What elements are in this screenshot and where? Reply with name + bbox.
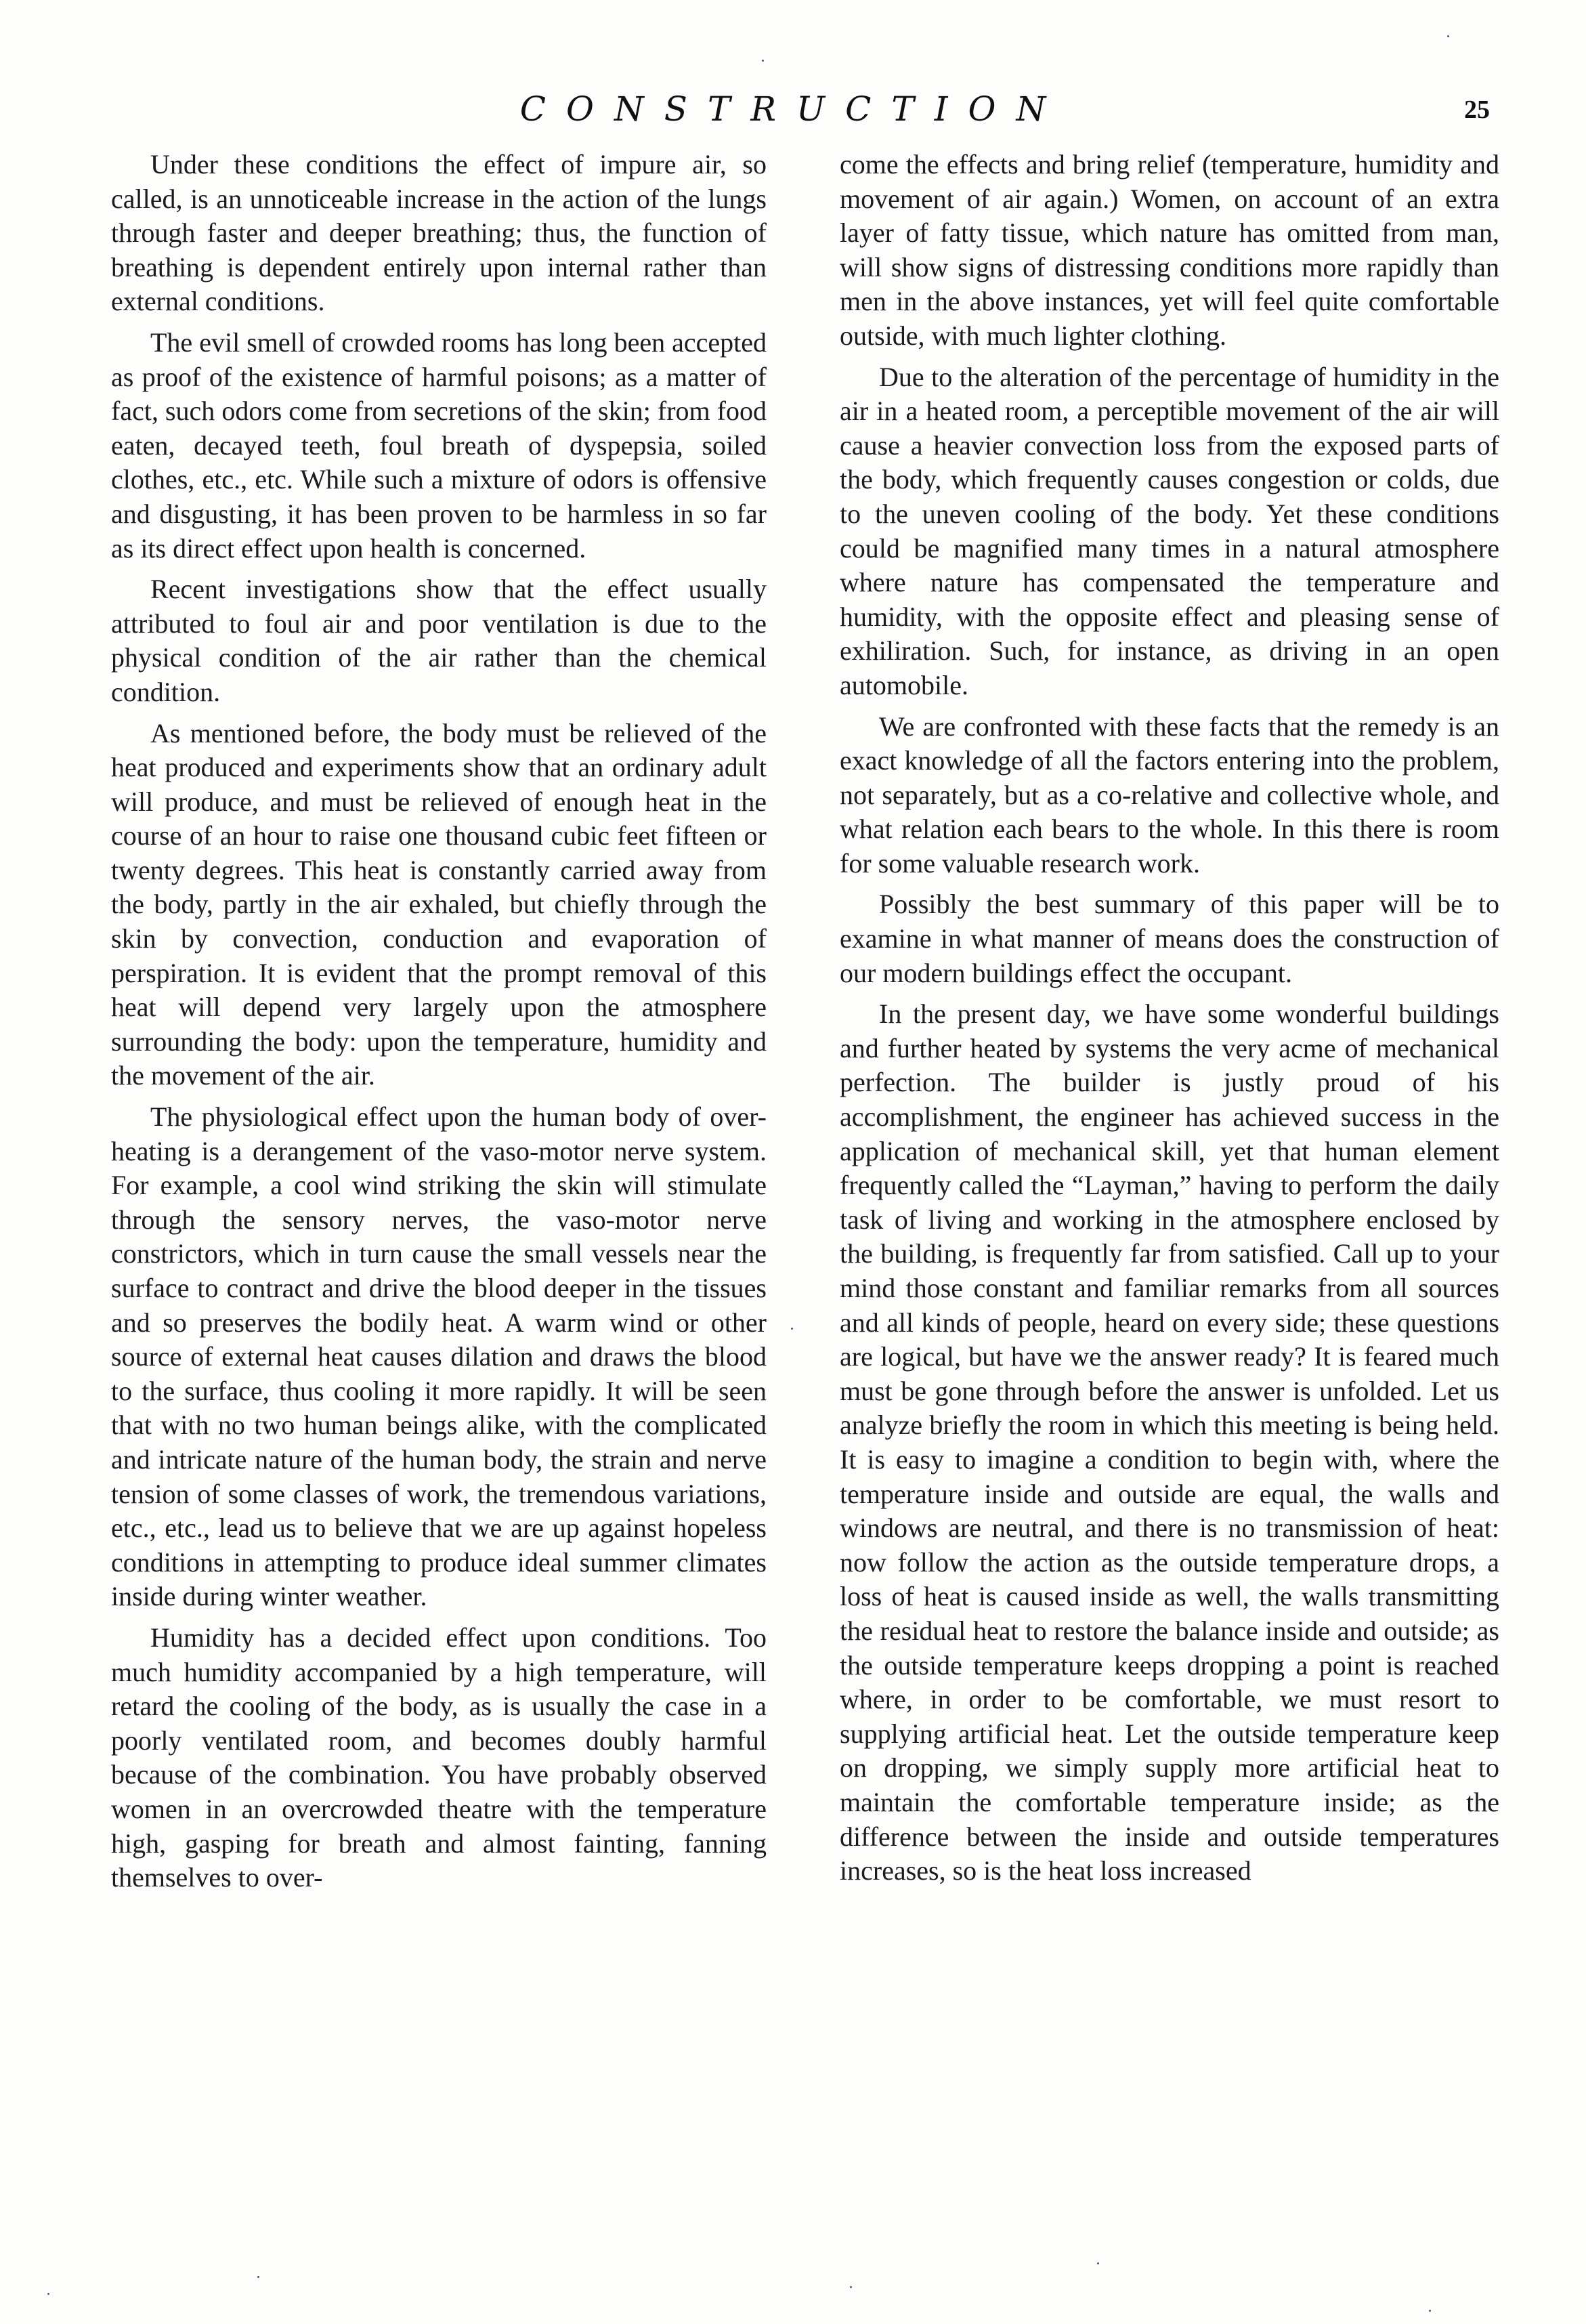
paragraph-physiological-effect: The physiological effect upon the human body of over-heating is a derangement of the vaso-motor nerve system. For example, a cool wind striking the skin will stimulate through the sensory nerves, the vaso-motor nerve constrictors, which in turn cause the small vessels near the surface to contract and drive the blood deeper in the tissues and so preserves the bodily heat. A warm wind or other source of external heat causes dilation and draws the blood to the surface, thus cooling it more rapidly. It will be seen that with no two human beings alike, with the complicated and intricate nature of the human body, the strain and nerve tension of some classes of work, the tremendous variations, etc., etc., lead us to believe that we are up against hopeless conditions in attempting to produce ideal summer climates inside during winter weather. xyxy=(111,1101,767,1612)
paragraph-summary: Possibly the best summary of this paper will be to examine in what manner of means does the construction of our modern buildings effect the occupant. xyxy=(840,889,1499,988)
paragraph-alteration-humidity: Due to the alteration of the percentage of humidity in the air in a heated room, a perceptible movement of the air will cause a heavier convection loss from the exposed parts of the body, which frequently causes congestion or colds, due to the uneven cooling of the body. Yet these conditions could be magnified many times in a natural atmosphere where nature has compensated the temperature and humidity, with the opposite effect and pleasing sense of exhiliration. Such, for instance, as driving in an open automobile. xyxy=(840,361,1499,700)
paragraph-humidity: Humidity has a decided effect upon conditions. Too much humidity accompanied by a high temperature, will retard the cooling of the body, as is usually the case in a poorly ventilated room, and becomes doubly harmful because of the combination. You have probably observed women in an overcrowded theatre with the temperature high, gasping for breath and almost fainting, fanning themselves to over- xyxy=(111,1622,767,1893)
print-speck xyxy=(47,2293,49,2295)
page-number: 25 xyxy=(1464,96,1490,124)
paragraph-present-day: In the present day, we have some wonderful buildings and further heated by systems the very acme of mechanical perfection. The builder is justly proud of his accomplishment, the engineer has achieved success in the application of mechanical skill, yet that human element frequently called the “Layman,” having to perform the daily task of living and working in the atmosphere enclosed by the building, is frequently far from satisfied. Call up to your mind those constant and familiar remarks from all sources and all kinds of people, heard on every side; these questions are logical, but have we the answer ready? It is feared much must be gone through before the answer is unfolded. Let us analyze briefly the room in which this meeting is being held. It is easy to imagine a condition to begin with, where the temperature inside and outside are equal, the walls and windows are neutral, and there is no transmission of heat: now follow the action as the outside temperature drops, a loss of heat is caused inside as well, the walls transmitting the residual heat to restore the balance inside and outside; as the outside temperature keeps dropping a point is reached where, in order to be comfortable, we must resort to supplying artificial heat. Let the outside temperature keep on dropping, we simply supply more artificial heat to maintain the comfortable temperature inside; as the difference between the inside and outside temperatures increases, so is the heat loss increased xyxy=(840,998,1499,1886)
paragraph-evil-smell: The evil smell of crowded rooms has long been accepted as proof of the existence of harmful poisons; as a matter of fact, such odors come from secretions of the skin; from food eaten, decayed teeth, foul breath of dyspepsia, soiled clothes, etc., etc. While such a mixture of odors is offensive and disgusting, it has been proven to be harmless in so far as its direct effect upon health is concerned. xyxy=(111,326,767,564)
right-column xyxy=(840,148,1499,1895)
print-speck xyxy=(791,1328,793,1330)
print-speck xyxy=(1097,2262,1099,2264)
paragraph-body-heat: As mentioned before, the body must be relieved of the heat produced and experiments show that an ordinary adult will produce, and must be relieved of enough heat in the course of an hour to raise one thousand cubic feet fifteen or twenty degrees. This heat is constantly carried away from the body, partly in the air exhaled, but chiefly through the skin by convection, conduction and evaporation of perspiration. It is evident that the prompt removal of this heat will depend very largely upon the atmosphere surrounding the body: upon the temperature, humidity and the movement of the air. xyxy=(111,717,767,1091)
paragraph-recent-investigations: Recent investigations show that the effect usually attributed to foul air and poor ventilation is due to the physical condition of the air rather than the chemical condition. xyxy=(111,574,767,707)
print-speck xyxy=(1429,2310,1431,2312)
print-speck xyxy=(762,60,764,62)
paragraph-confronted-facts: We are confronted with these facts that the remedy is an exact knowledge of all the factors entering into the problem, not separately, but as a co-relative and collective whole, and what relation each bears to the whole. In this there is room for some valuable research work. xyxy=(840,711,1499,879)
paragraph-continuation: come the effects and bring relief (temperature, humidity and movement of air again.) Women, on account of an extra layer of fatty tissue, which nature has omitted from man, will show signs of distressing conditions more rapidly than men in the above instances, yet will feel quite comfortable outside, with much lighter clothing. xyxy=(840,149,1499,351)
journal-title: CONSTRUCTION xyxy=(519,89,1067,129)
print-speck xyxy=(1447,35,1449,37)
left-column xyxy=(111,148,767,1902)
print-speck xyxy=(850,2286,852,2288)
print-speck xyxy=(257,2276,259,2278)
running-head xyxy=(0,85,1586,140)
paragraph-impure-air: Under these conditions the effect of impure air, so called, is an unnoticeable increase in the action of the lungs through faster and deeper breathing; thus, the function of breathing is dependent entirely upon internal rather than external conditions. xyxy=(111,149,767,317)
